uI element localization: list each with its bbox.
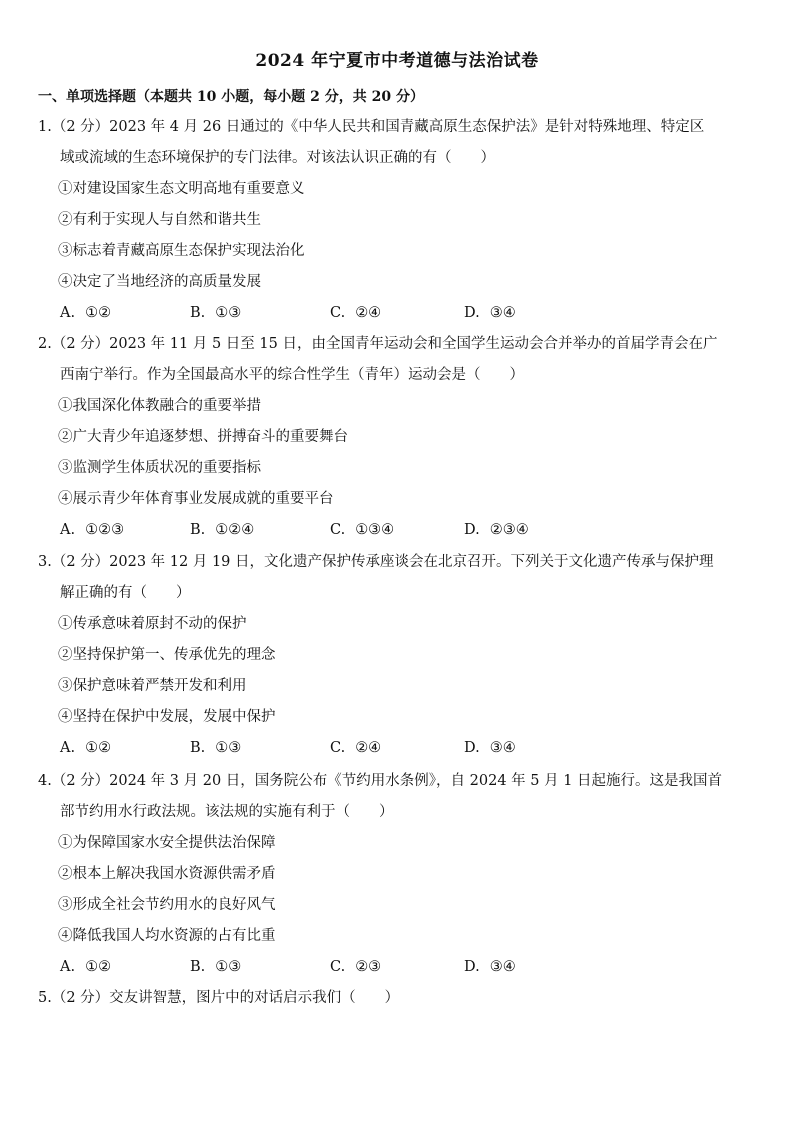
statement-option: ④展示青少年体育事业发展成就的重要平台 xyxy=(58,491,334,507)
question-stem-cont: 解正确的有（ ） xyxy=(60,585,191,601)
choice-b[interactable]: B. ①③ xyxy=(190,740,242,756)
statement-option: ③保护意味着严禁开发和利用 xyxy=(58,678,247,694)
question-2 xyxy=(38,329,768,546)
answer-choices xyxy=(38,733,768,764)
question-3 xyxy=(38,547,768,764)
choice-b[interactable]: B. ①②④ xyxy=(190,522,255,538)
statement-option: ②有利于实现人与自然和谐共生 xyxy=(58,212,261,228)
question-stem-cont: 西南宁举行。作为全国最高水平的综合性学生（青年）运动会是（ ） xyxy=(60,367,524,383)
choice-d[interactable]: D. ③④ xyxy=(464,959,516,975)
choice-d[interactable]: D. ②③④ xyxy=(464,522,529,538)
statement-option: ①我国深化体教融合的重要举措 xyxy=(58,398,261,414)
choice-c[interactable]: C. ②④ xyxy=(330,305,382,321)
question-stem: 3.（2 分）2023 年 12 月 19 日，文化遗产保护传承座谈会在北京召开。下列关于文化遗产传承与保护理 xyxy=(38,554,714,570)
choice-d[interactable]: D. ③④ xyxy=(464,305,516,321)
choice-a[interactable]: A. ①②③ xyxy=(60,522,125,538)
choice-a[interactable]: A. ①② xyxy=(60,305,112,321)
statement-option: ③形成全社会节约用水的良好风气 xyxy=(58,897,276,913)
section-heading: 一、单项选择题（本题共 10 小题，每小题 2 分，共 20 分） xyxy=(38,89,424,105)
choice-c[interactable]: C. ②③ xyxy=(330,959,382,975)
statement-option: ④降低我国人均水资源的占有比重 xyxy=(58,928,276,944)
answer-choices xyxy=(38,298,768,329)
answer-choices xyxy=(38,515,768,546)
question-stem: 4.（2 分）2024 年 3 月 20 日，国务院公布《节约用水条例》，自 2024 年 5 月 1 日起施行。这是我国首 xyxy=(38,773,723,789)
statement-option: ③监测学生体质状况的重要指标 xyxy=(58,460,261,476)
statement-option: ②坚持保护第一、传承优先的理念 xyxy=(58,647,276,663)
answer-choices xyxy=(38,952,768,983)
question-4 xyxy=(38,766,768,983)
choice-b[interactable]: B. ①③ xyxy=(190,959,242,975)
choice-d[interactable]: D. ③④ xyxy=(464,740,516,756)
statement-option: ②广大青少年追逐梦想、拼搏奋斗的重要舞台 xyxy=(58,429,348,445)
statement-option: ①传承意味着原封不动的保护 xyxy=(58,616,247,632)
question-stem: 2.（2 分）2023 年 11 月 5 日至 15 日，由全国青年运动会和全国学生运动会合并举办的首届学青会在广 xyxy=(38,336,718,352)
statement-option: ①对建设国家生态文明高地有重要意义 xyxy=(58,181,305,197)
choice-a[interactable]: A. ①② xyxy=(60,959,112,975)
statement-option: ④坚持在保护中发展，发展中保护 xyxy=(58,709,276,725)
statement-option: ③标志着青藏高原生态保护实现法治化 xyxy=(58,243,305,259)
question-stem: 1.（2 分）2023 年 4 月 26 日通过的《中华人民共和国青藏高原生态保护法》是针对特殊地理、特定区 xyxy=(38,119,705,135)
question-stem-cont: 域或流域的生态环境保护的专门法律。对该法认识正确的有（ ） xyxy=(60,150,495,166)
statement-option: ①为保障国家水安全提供法治保障 xyxy=(58,835,276,851)
choice-c[interactable]: C. ①③④ xyxy=(330,522,395,538)
question-1 xyxy=(38,112,768,329)
exam-title: 2024 年宁夏市中考道德与法治试卷 xyxy=(255,51,539,71)
question-stem-cont: 部节约用水行政法规。该法规的实施有利于（ ） xyxy=(60,804,394,820)
choice-a[interactable]: A. ①② xyxy=(60,740,112,756)
statement-option: ④决定了当地经济的高质量发展 xyxy=(58,274,261,290)
question-5 xyxy=(38,983,768,1014)
statement-option: ②根本上解决我国水资源供需矛盾 xyxy=(58,866,276,882)
choice-c[interactable]: C. ②④ xyxy=(330,740,382,756)
question-stem: 5.（2 分）交友讲智慧，图片中的对话启示我们（ ） xyxy=(38,990,400,1006)
choice-b[interactable]: B. ①③ xyxy=(190,305,242,321)
